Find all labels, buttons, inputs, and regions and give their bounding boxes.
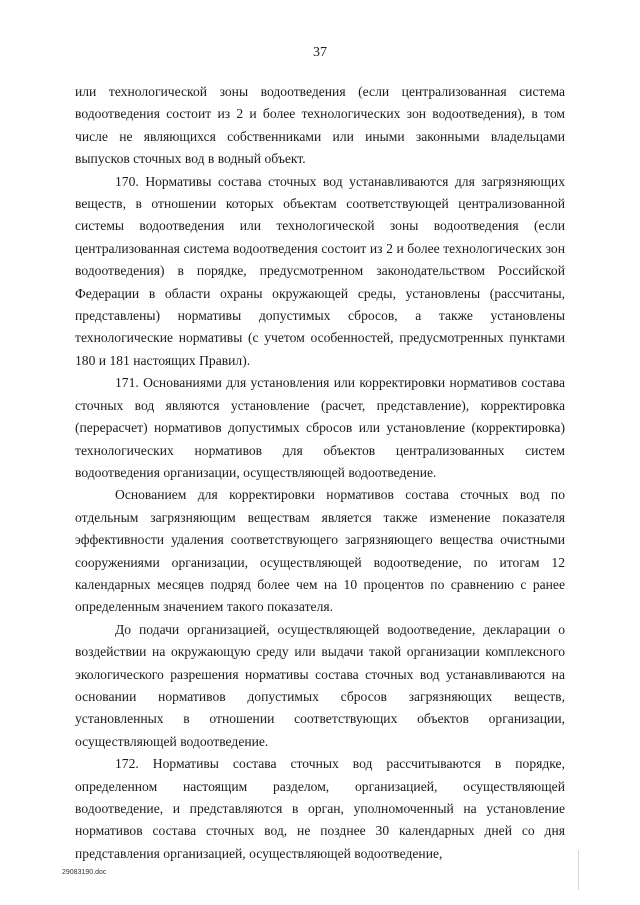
paragraph-correction-basis: Основанием для корректировки нормативов состава сточных вод по отдельным загрязняющим веществам является также изменение показателя эффективности удаления соответствующего загрязняющего вещества очистными сооружениями организации, осуществляющей водоотведение, по итогам 12 календарных месяцев подряд более чем на 10 процентов по сравнению с ранее определенным значением такого показателя. <box>75 487 565 615</box>
paragraph-continuation: или технологической зоны водоотведения (если централизованная система водоотведения состоит из 2 и более технологических зон водоотведения), в том числе не являющихся собственниками или иными законными владельцами выпусков сточных вод в водный объект. <box>75 84 565 167</box>
document-body <box>75 81 565 865</box>
paragraph-item-171: 171. Основаниями для установления или корректировки нормативов состава сточных вод являются установление (расчет, представление), корректировка (перерасчет) нормативов допустимых сбросов или установление (корректировка) технологических нормативов для объектов централизованных систем водоотведения организации, осуществляющей водоотведение. <box>75 375 565 480</box>
footer-file-code: 29083190.doc <box>62 869 107 876</box>
page-number: 37 <box>313 45 327 60</box>
scan-edge-mark <box>578 850 579 890</box>
paragraph-item-172: 172. Нормативы состава сточных вод рассчитываются в порядке, определенном настоящим разделом, организацией, осуществляющей водоотведение, и представляются в орган, уполномоченный на установление нормативов состава сточных вод, не позднее 30 календарных дней со дня представления организацией, осуществляющей водоотведение, <box>75 756 565 861</box>
paragraph-before-declaration: До подачи организацией, осуществляющей водоотведение, декларации о воздействии на окружающую среду или выдачи такой организации комплексного экологического разрешения нормативы состава сточных вод устанавливаются на основании нормативов допустимых сбросов загрязняющих веществ, установленных в отношении соответствующих объектов организации, осуществляющей водоотведение. <box>75 621 565 749</box>
paragraph-item-170: 170. Нормативы состава сточных вод устанавливаются для загрязняющих веществ, в отношении которых объектам соответствующей централизованной системы водоотведения или технологической зоны водоотведения (если централизованная система водоотведения состоит из 2 и более технологических зон водоотведения) в порядке, предусмотренном законодательством Российской Федерации в области охраны окружающей среды, установлены (рассчитаны, представлены) нормативы допустимых сбросов, а также установлены технологические нормативы (с учетом особенностей, предусмотренных пунктами 180 и 181 настоящих Правил). <box>75 173 565 368</box>
